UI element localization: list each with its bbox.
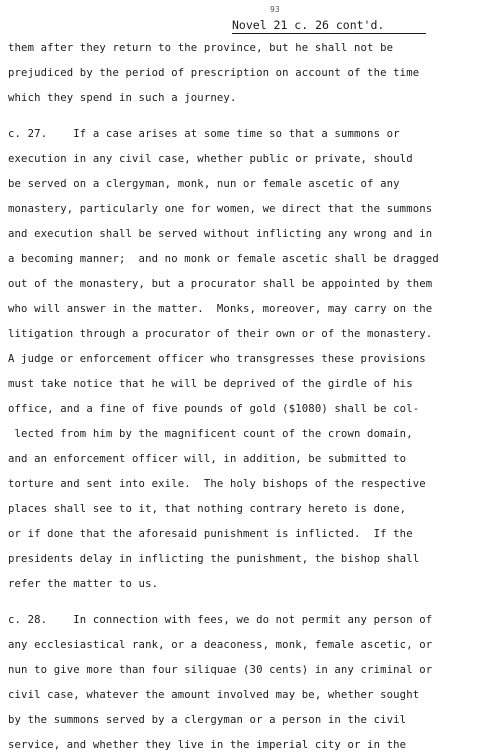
text-line: by the summons served by a clergyman or a person in the civil [8, 714, 407, 726]
text-line: and execution shall be served without inflicting any wrong and in [8, 228, 433, 240]
text-line: places shall see to it, that nothing contrary hereto is done, [8, 503, 407, 515]
text-line: execution in any civil case, whether public or private, should [8, 153, 413, 165]
text-line: civil case, whatever the amount involved may be, whether sought [8, 689, 420, 701]
text-line: them after they return to the province, but he shall not be [8, 42, 394, 54]
text-line: A judge or enforcement officer who transgresses these provisions [8, 353, 426, 365]
text-line: presidents delay in inflicting the punishment, the bishop shall [8, 553, 420, 565]
section-c28-first-line: c. 28. In connection with fees, we do not permit any person of [8, 614, 433, 626]
text-line: litigation through a procurator of their own or of the monastery. [8, 328, 433, 340]
text-line: be served on a clergyman, monk, nun or female ascetic of any [8, 178, 400, 190]
page-title: Novel 21 c. 26 cont'd. [232, 18, 385, 32]
header-underline [232, 33, 426, 34]
text-line: who will answer in the matter. Monks, moreover, may carry on the [8, 303, 433, 315]
text-line: must take notice that he will be deprived of the girdle of his [8, 378, 413, 390]
text-line: refer the matter to us. [8, 578, 159, 590]
text-line: lected from him by the magnificent count of the crown domain, [8, 428, 413, 440]
page-header [232, 6, 432, 40]
text-line: torture and sent into exile. The holy bishops of the respective [8, 478, 426, 490]
section-c27-first-line: c. 27. If a case arises at some time so that a summons or [8, 128, 400, 140]
page-number-annotation: 93 [270, 5, 280, 14]
text-line: and an enforcement officer will, in addition, be submitted to [8, 453, 407, 465]
text-line: office, and a fine of five pounds of gold ($1080) shall be col- [8, 403, 420, 415]
text-line: which they spend in such a journey. [8, 92, 237, 104]
text-line: a becoming manner; and no monk or female ascetic shall be dragged [8, 253, 439, 265]
text-line: prejudiced by the period of prescription on account of the time [8, 67, 420, 79]
text-line: monastery, particularly one for women, we direct that the summons [8, 203, 433, 215]
text-line: out of the monastery, but a procurator shall be appointed by them [8, 278, 433, 290]
text-line: any ecclesiastical rank, or a deaconess, monk, female ascetic, or [8, 639, 433, 651]
text-line: nun to give more than four siliquae (30 cents) in any criminal or [8, 664, 433, 676]
text-line: service, and whether they live in the imperial city or in the [8, 739, 407, 751]
text-line: or if done that the aforesaid punishment is inflicted. If the [8, 528, 413, 540]
